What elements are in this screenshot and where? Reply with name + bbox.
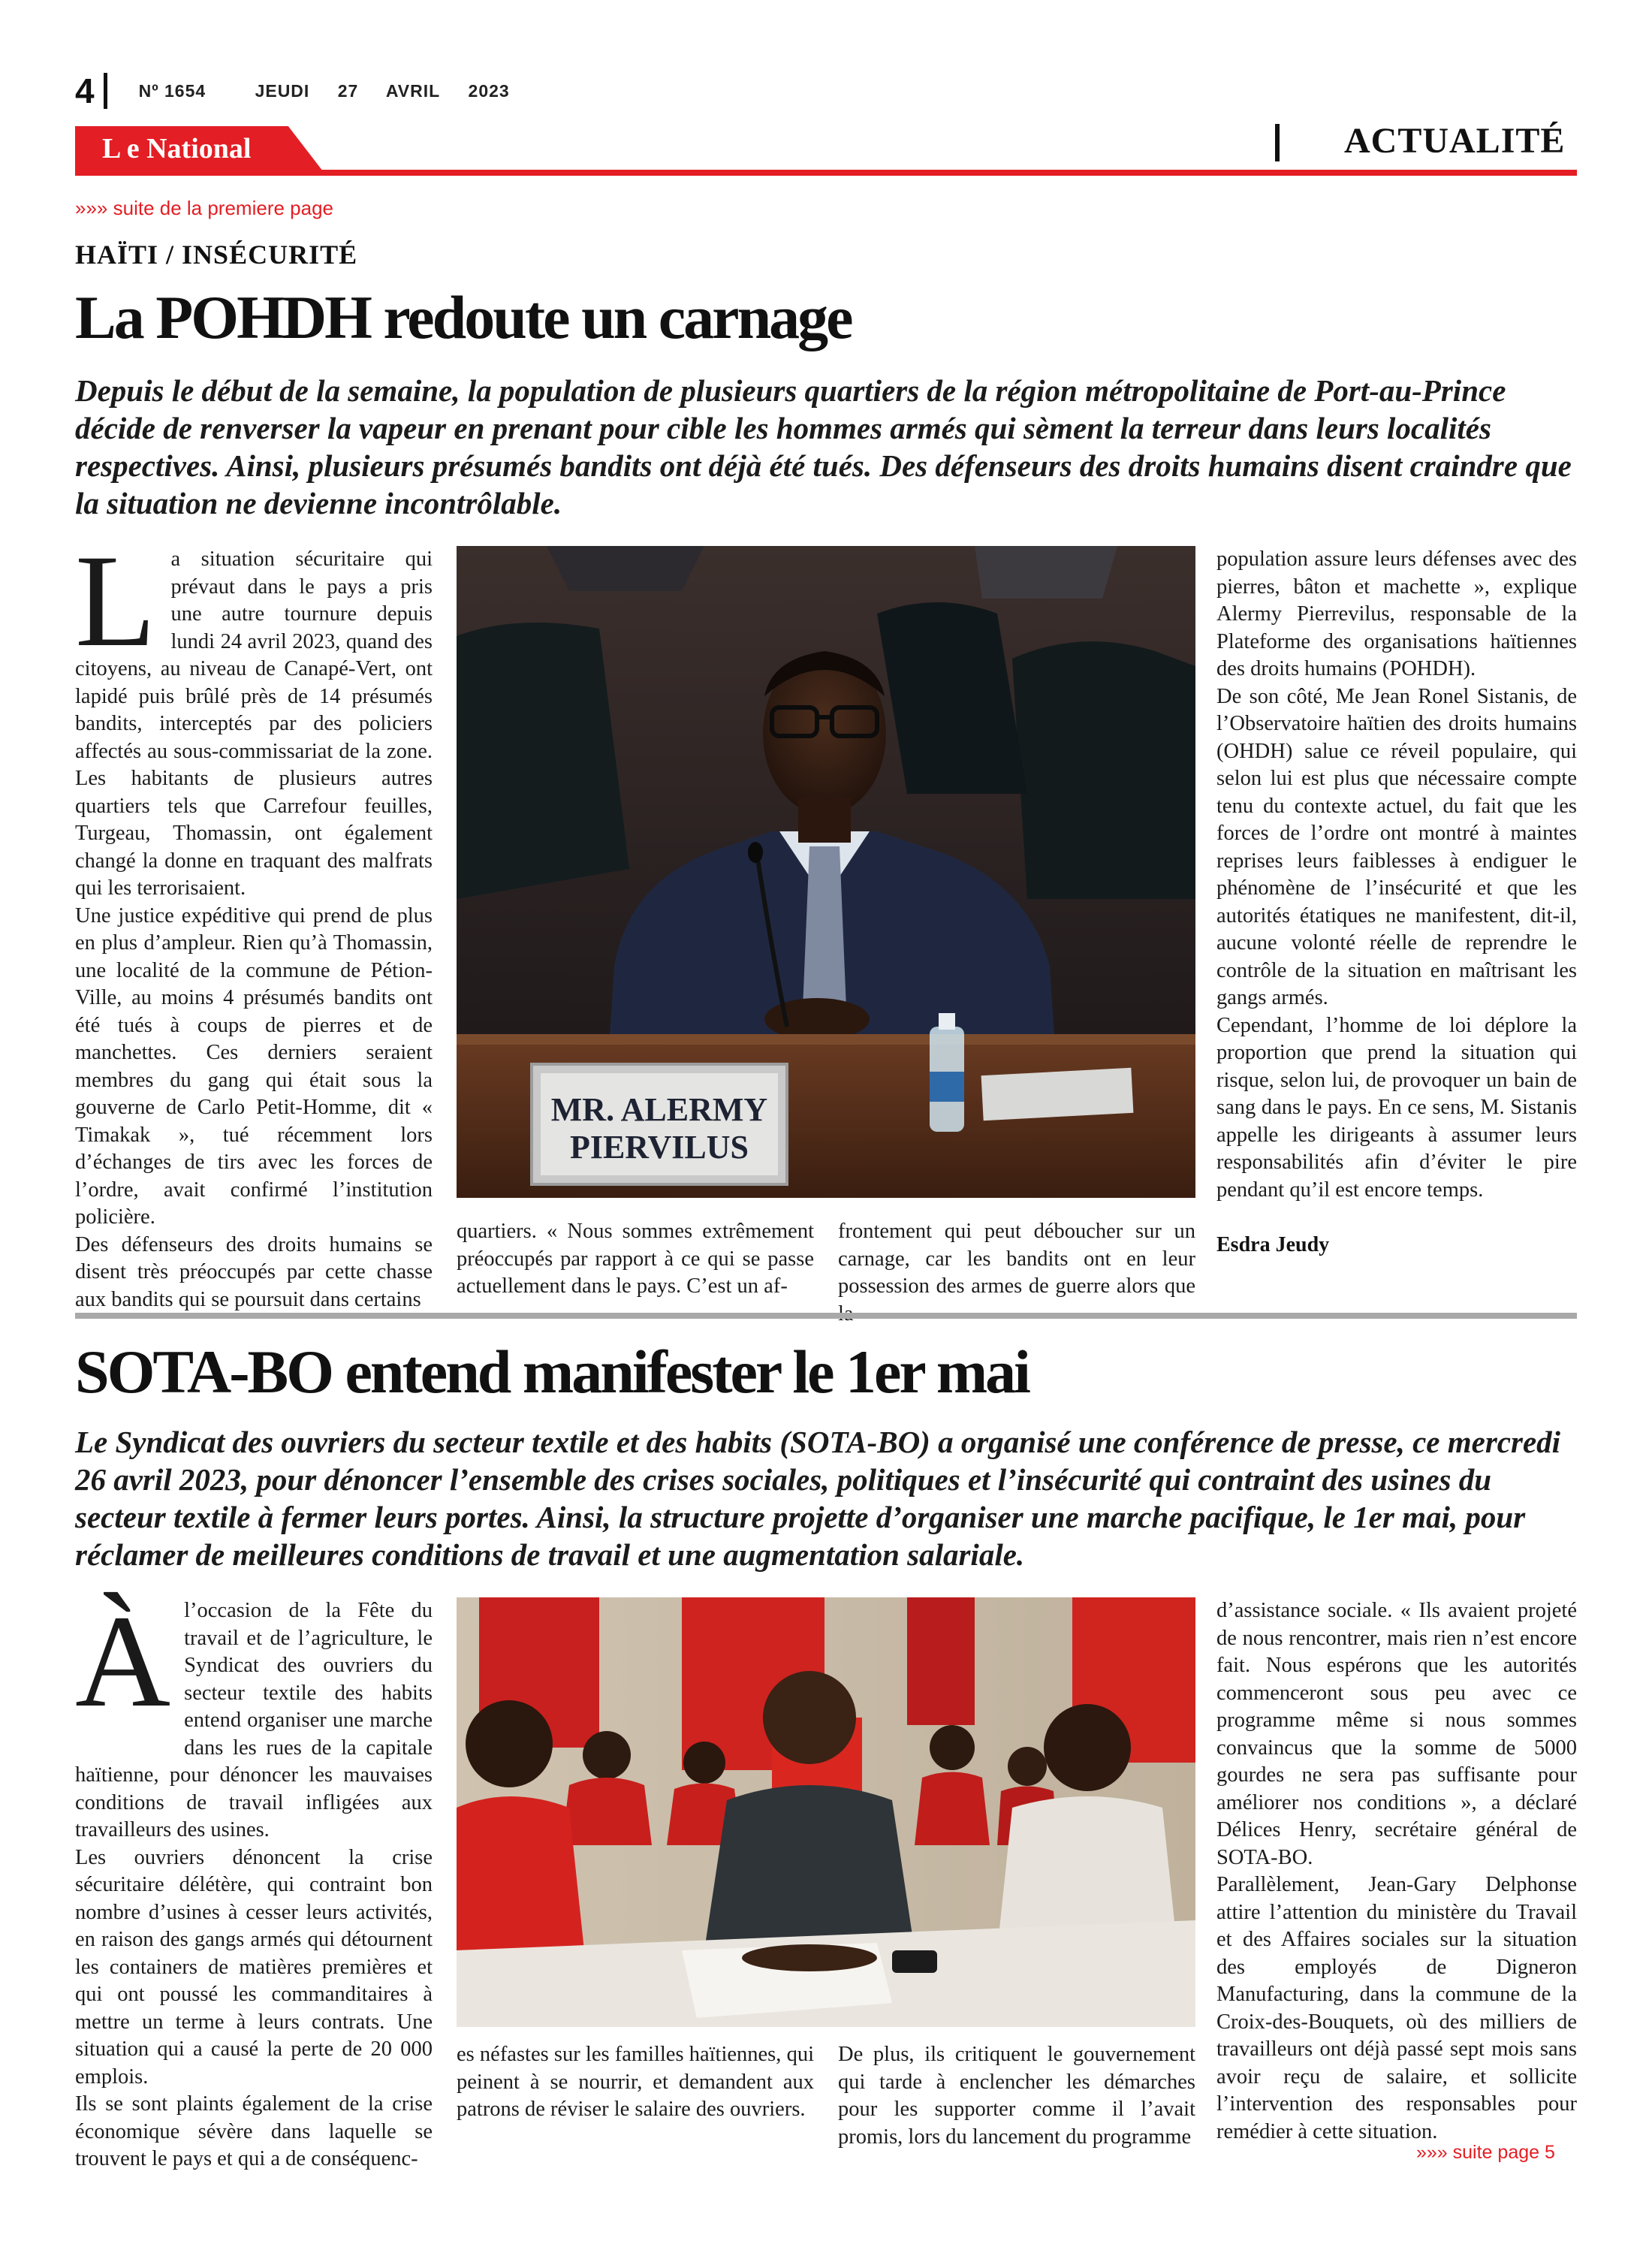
folio-divider	[104, 73, 107, 109]
article1-kicker: HAÏTI / INSÉCURITÉ	[75, 240, 358, 270]
article1-column-2: quartiers. « Nous sommes extrêmement préoccupés par rapport à ce qui se passe actuellement dans le pays. C’est un af-	[457, 1220, 814, 1298]
article1-paragraph-2: Une justice expéditive qui prend de plus en plus d’ampleur. Rien qu’à Thomassin, une localité de la commune de Pétion-Ville, au moins 4 présumés bandits ont été tués à coups de pierres et de manchettes. Ces derniers seraient membres du gang qui était sous la gouverne de Carlo Petit-Homme, dit « Timakak », tué récemment lors d’échanges de tirs avec les forces de l’ordre, avait confirmé l’institution policière.	[75, 903, 433, 1229]
article2-photo	[457, 1597, 1195, 2027]
article1-column-3: frontement qui peut déboucher sur un carnage, car les bandits ont en leur possession des armes de guerre alors que	[838, 1220, 1195, 1298]
section-divider	[1275, 124, 1280, 161]
article2-lead: Le Syndicat des ouvriers du secteur textile et des habits (SOTA-BO) a organisé une conférence de presse, ce mercredi 26 avril 2023, pour dénoncer l’ensemble des crises sociales, politiques et l’insécurité qui contraint des usines du secteur textile à fermer leurs portes. Ainsi, la structure projette d’organiser une marche pacifique, le 1er mai, pour réclamer de meilleures conditions de travail et une augmentation salariale.	[75, 1425, 1561, 1572]
article2-column-4	[1216, 1597, 1577, 2146]
article2-column-2: es néfastes sur les familles haïtiennes, qui peinent à se nourrir, et demandent aux patrons de réviser le salaire des ouvriers.	[457, 2043, 814, 2121]
article1-photo	[457, 546, 1195, 1198]
article2-paragraph-5: Parallèlement, Jean-Gary Delphonse attire l’attention du ministère du Travail et des Affaires sociales sur la situation des employés de Digneron Manufacturing, dans la commune de la Croix-des-Bouquets, où des milliers de travailleurs ont déjà passé sept mois sans avoir reçu de salaire, et sollicite l’intervention des responsables pour remédier à cette situation.	[1216, 1873, 1577, 2143]
article1-headline: La POHDH redoute un carnage	[75, 283, 852, 351]
section-name: ACTUALITÉ	[1344, 121, 1566, 161]
article1-paragraph-3: Des défenseurs des droits humains se disent très préoccupés par cette chasse aux bandits qui se poursuit dans certains	[75, 1232, 433, 1311]
article2-dropcap: À	[75, 1588, 171, 1735]
issue-day: JEUDI	[255, 80, 310, 101]
article2-paragraph-3: Ils se sont plaints également de la crise économique sévère dans laquelle se trouvent le pays et qui a de conséquenc-	[75, 2092, 433, 2170]
article2-paragraph-4: d’assistance sociale. « Ils avaient projeté de nous rencontrer, mais rien n’est encore fait. Nous espérons que les autorités commenceront sous peu avec ce programme même si nous sommes convaincus que la somme de 5000 gourdes ne sera pas suffisante pour améliorer nos conditions », a déclaré Délices Henry, secrétaire général de SOTA-BO.	[1216, 1599, 1577, 1869]
article1-lead: Depuis le début de la semaine, la population de plusieurs quartiers de la région métropolitaine de Port-au-Prince décide de renverser la vapeur en prenant pour cible les hommes armés qui sèment la terreur dans leurs localités respectives. Ainsi, plusieurs présumés bandits ont déjà été tués. Des défenseurs des droits humains disent craindre que la situation ne devienne incontrôlable.	[75, 373, 1572, 520]
hearing-photo-illustration	[457, 546, 1195, 1198]
article-divider	[75, 1313, 1577, 1319]
issue-year: 2023	[468, 80, 510, 101]
article1-byline: Esdra Jeudy	[1216, 1233, 1330, 1256]
article2-paragraph-1: l’occasion de la Fête du travail et de l’agriculture, le Syndicat des ouvriers du secteur textile des habits entend organiser une marche dans les rues de la capitale haïtienne, pour dénoncer les mauvaises conditions de travail infligées aux travailleurs des usines.	[75, 1599, 433, 1841]
continued-from-note: »»» suite de la premiere page	[75, 197, 334, 219]
nameplate-line-1: MR. ALERMY	[550, 1091, 768, 1128]
article2-column-3: De plus, ils critiquent le gouvernement qui tarde à enclencher les démarches pour les supporter comme il l’avait promis, lors du lancement du programme	[838, 2043, 1195, 2149]
article2-column-1	[75, 1588, 433, 2173]
continued-to-link[interactable]: »»» suite page 5	[1416, 2142, 1555, 2163]
article2-paragraph-2: Les ouvriers dénoncent la crise sécuritaire délétère, qui contraint bon nombre d’usines à cesser leurs activités, en raison des gangs armés qui détournent les containers de matières premières et qui ont poussé les commanditaires à mettre un terme à leurs contrats. Une situation qui a causé la perte de 20 000 emplois.	[75, 1845, 433, 2089]
article1-paragraph-4: population assure leurs défenses avec des pierres, bâton et machette », explique Alermy Pierrevilus, responsable de la Plateforme des organisations haïtiennes des droits humains (POHDH).	[1216, 547, 1577, 680]
article1-dropcap: L	[75, 528, 156, 674]
press-conference-illustration	[457, 1597, 1195, 2027]
issue-date-day: 27	[337, 80, 359, 101]
article1-paragraph-5: De son côté, Me Jean Ronel Sistanis, de l’Observatoire haïtien des droits humains (OHDH) salue ce réveil populaire, qui selon lui est plus que nécessaire compte tenu du contexte actuel, du fait que les forces de l’ordre ont montré à maintes reprises leurs faiblesses à endiguer le phénomène de l’insécurité et que les autorités étatiques ne manifestent, dit-il, aucune volonté réelle de reprendre le contrôle de la situation en maîtrisant les gangs armés.	[1216, 684, 1577, 1009]
issue-info	[139, 81, 553, 101]
nameplate-line-2: PIERVILUS	[569, 1129, 749, 1166]
masthead-rule	[75, 170, 1577, 176]
article1-paragraph-6: Cependant, l’homme de loi déplore la proportion que prend la situation qui risque, selon lui, de provoquer un bain de sang dans le pays. En ce sens, M. Sistanis appelle les dirigeants à assumer leurs responsabilités afin d’éviter le pire pendant qu’il est encore temps.	[1216, 1013, 1577, 1202]
brand-name: L e National	[102, 133, 252, 164]
issue-number: Nº 1654	[138, 80, 206, 101]
article1-column-4	[1216, 546, 1577, 1204]
article1-column-1	[75, 528, 433, 1313]
article1-paragraph-1: a situation sécuritaire qui prévaut dans le pays a pris une autre tournure depuis lundi 24 avril 2023, quand des citoyens, au niveau de Canapé-Vert, ont lapidé puis brûlé près de 14 présumés bandits, interceptés par des policiers affectés au sous-commissariat de la zone. Les habitants de plusieurs autres quartiers tels que Carrefour feuilles, Turgeau, Thomassin, ont également changé la donne en traquant des malfrats qui les terrorisaient.	[75, 547, 433, 900]
issue-month: AVRIL	[385, 80, 441, 101]
article2-headline: SOTA-BO entend manifester le 1er mai	[75, 1338, 1029, 1406]
page-number: 4	[75, 71, 95, 110]
folio	[75, 72, 553, 110]
